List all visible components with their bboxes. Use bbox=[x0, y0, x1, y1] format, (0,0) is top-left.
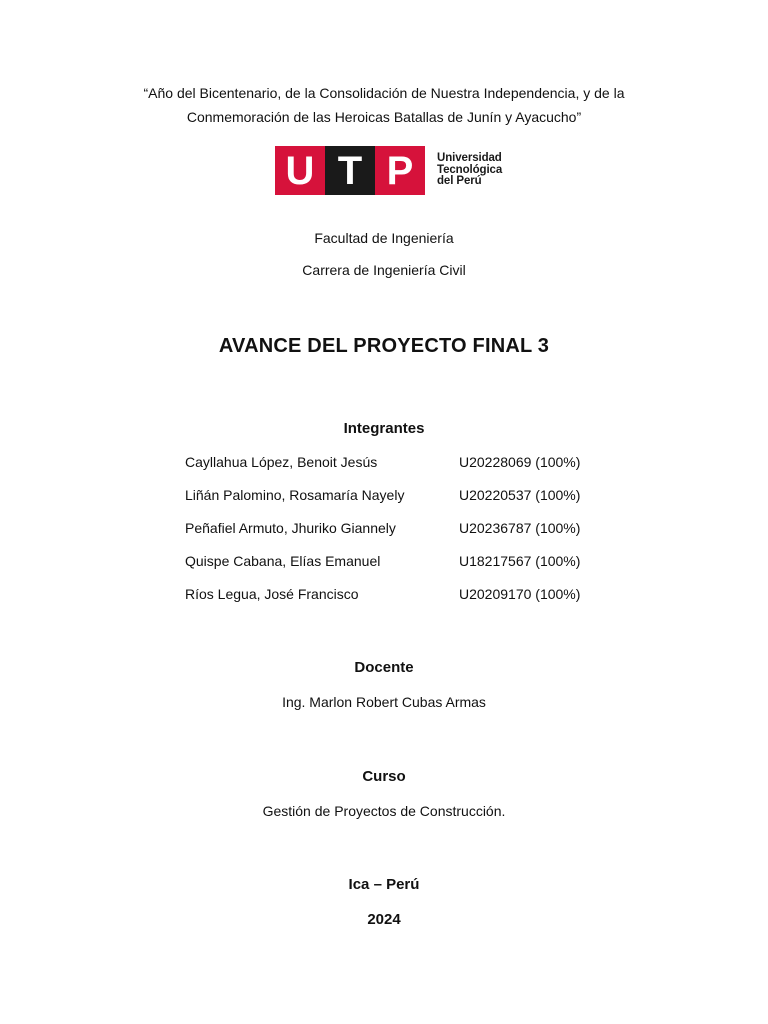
member-code: U20236787 (100%) bbox=[459, 520, 581, 536]
member-name: Liñán Palomino, Rosamaría Nayely bbox=[185, 487, 405, 503]
utp-logo bbox=[275, 146, 502, 195]
course-heading: Curso bbox=[362, 768, 406, 785]
motto-line-2: Conmemoración de las Heroicas Batallas de Junín y Ayacucho” bbox=[186, 109, 582, 125]
member-code: U18217567 (100%) bbox=[459, 553, 581, 569]
member-name: Ríos Legua, José Francisco bbox=[185, 586, 359, 602]
logo-letter-t: T bbox=[325, 146, 375, 195]
logo-wordmark bbox=[437, 153, 502, 188]
document-title: AVANCE DEL PROYECTO FINAL 3 bbox=[218, 335, 550, 357]
logo-letter-u: U bbox=[275, 146, 325, 195]
motto bbox=[0, 81, 768, 129]
year: 2024 bbox=[367, 911, 401, 928]
logo-text-line-3: del Perú bbox=[437, 175, 482, 188]
logo-text-line-2: Tecnológica bbox=[437, 163, 503, 176]
career: Carrera de Ingeniería Civil bbox=[302, 262, 466, 278]
course-name: Gestión de Proyectos de Construcción. bbox=[262, 803, 506, 819]
member-name: Peñafiel Armuto, Jhuriko Giannely bbox=[185, 520, 396, 536]
logo-text-line-1: Universidad bbox=[437, 152, 502, 165]
member-name: Cayllahua López, Benoit Jesús bbox=[185, 454, 378, 470]
members-heading: Integrantes bbox=[343, 420, 425, 437]
member-code: U20228069 (100%) bbox=[459, 454, 581, 470]
faculty: Facultad de Ingeniería bbox=[314, 230, 454, 246]
place: Ica – Perú bbox=[348, 876, 420, 893]
member-name: Quispe Cabana, Elías Emanuel bbox=[185, 553, 381, 569]
member-code: U20209170 (100%) bbox=[459, 586, 581, 602]
teacher-name: Ing. Marlon Robert Cubas Armas bbox=[282, 694, 486, 710]
motto-line-1: “Año del Bicentenario, de la Consolidación de Nuestra Independencia, y de la bbox=[143, 85, 625, 101]
member-code: U20220537 (100%) bbox=[459, 487, 581, 503]
logo-letter-p: P bbox=[375, 146, 425, 195]
teacher-heading: Docente bbox=[354, 659, 414, 676]
